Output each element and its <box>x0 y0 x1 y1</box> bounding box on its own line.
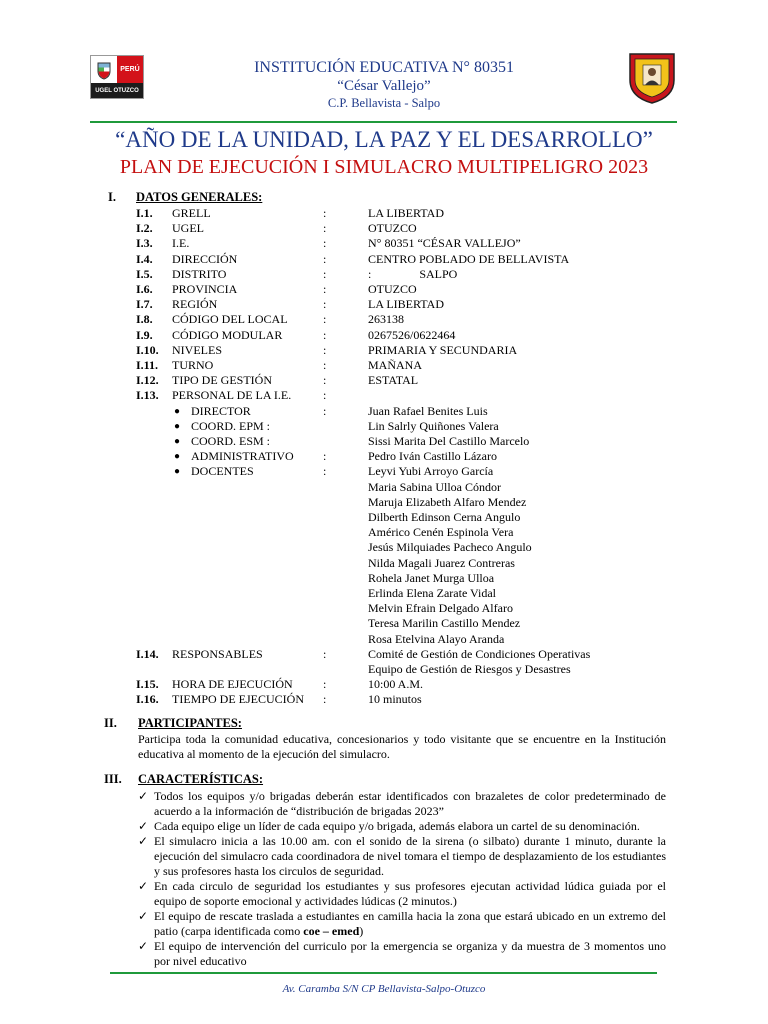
footer-address: Av. Caramba S/N CP Bellavista-Salpo-Otuzco <box>282 983 486 995</box>
data-row <box>0 358 768 373</box>
school-header <box>150 58 618 112</box>
teacher-row <box>0 616 768 631</box>
data-row <box>0 388 768 403</box>
row-label: RESPONSABLES <box>172 646 263 661</box>
row-label: I.E. <box>172 236 190 251</box>
row-value: CENTRO POBLADO DE BELLAVISTA <box>368 251 570 266</box>
data-row <box>0 343 768 358</box>
data-row <box>0 312 768 327</box>
personnel-row <box>0 449 768 464</box>
teacher-row <box>0 525 768 540</box>
row-value: LA LIBERTAD <box>368 206 444 220</box>
row-code: I.2. <box>136 221 153 236</box>
year-motto: “AÑO DE LA UNIDAD, LA PAZ Y EL DESARROLLO” <box>115 127 653 152</box>
row-label: CÓDIGO DEL LOCAL <box>172 312 288 327</box>
row-code: I.15. <box>136 677 159 692</box>
row-colon: : <box>323 677 327 692</box>
section-number: II. <box>104 716 117 730</box>
row-colon: : <box>323 449 327 464</box>
personnel-name: Juan Rafael Benites Luis <box>368 403 488 418</box>
row-colon: : <box>323 312 327 327</box>
row-label: PROVINCIA <box>172 282 238 296</box>
teacher-name: Maria Sabina Ulloa Cóndor <box>368 479 501 494</box>
data-row <box>0 236 768 251</box>
checklist-item <box>138 939 666 969</box>
participants-text: Participa toda la comunidad educativa, concesionarios y todo visitante que se encuentre en la Institución educativa al momento de la ejecución del simulacro. <box>138 732 666 761</box>
personnel-name: Pedro Iván Castillo Lázaro <box>368 449 497 464</box>
teacher-name: Teresa Marilin Castillo Mendez <box>368 616 521 631</box>
bullet-icon: ● <box>174 451 181 463</box>
personnel-role: COORD. ESM : <box>191 434 271 448</box>
personnel-row <box>0 404 768 419</box>
row-label: GRELL <box>172 206 211 220</box>
row-code: I.7. <box>136 297 153 312</box>
data-row <box>0 221 768 236</box>
row-code: I.8. <box>136 312 153 327</box>
item-text: El simulacro inicia a las 10.00 am. con el sonido de la sirena (o silbato) durante 1 minuto, durante la ejecución del simulacro cada coordinadora de nivel tomara el tiempo de desplazamiento de los estudiantes y sus profesores hasta los circulos de seguridad. <box>154 834 666 878</box>
header-divider <box>90 121 677 123</box>
row-colon: : <box>323 327 327 342</box>
item-text: El equipo de rescate traslada a estudiantes en camilla hacia la zona que estará ubicado en un extremo del patio (carpa identificada como <box>154 909 666 938</box>
row-colon: : <box>323 297 327 312</box>
section-title: CARACTERÍSTICAS: <box>138 772 264 786</box>
row-value: Comité de Gestión de Condiciones Operativas <box>368 646 591 661</box>
row-colon: : <box>323 646 327 661</box>
row-code: I.6. <box>136 282 153 296</box>
teacher-row <box>0 510 768 525</box>
data-row <box>0 677 768 692</box>
data-row <box>0 373 768 388</box>
personnel-row <box>0 464 768 479</box>
teacher-row <box>0 601 768 616</box>
row-label: CÓDIGO MODULAR <box>172 327 283 342</box>
school-patron: “César Vallejo” <box>337 78 431 94</box>
row-value: OTUZCO <box>368 282 417 296</box>
row-label: TURNO <box>172 358 214 372</box>
row-label: REGIÓN <box>172 297 218 312</box>
data-row <box>0 328 768 343</box>
row-code: I.9. <box>136 327 153 342</box>
row-code: I.16. <box>136 692 159 707</box>
teacher-name: Erlinda Elena Zarate Vidal <box>368 586 496 600</box>
teacher-name: Jesús Milquiades Pacheco Angulo <box>368 540 532 555</box>
row-colon: : <box>323 342 327 357</box>
data-row <box>0 662 768 677</box>
teacher-name: Nilda Magali Juarez Contreras <box>368 555 515 570</box>
check-icon: ✓ <box>138 789 149 803</box>
check-icon: ✓ <box>138 879 149 893</box>
row-colon: : <box>323 464 327 479</box>
row-colon: : <box>323 221 327 236</box>
row-value: PRIMARIA Y SECUNDARIA <box>368 342 518 357</box>
row-label: HORA DE EJECUCIÓN <box>172 677 293 692</box>
item-text-bold: coe <box>303 924 320 938</box>
checklist-item <box>138 789 666 819</box>
personnel-name: Lin Salrly Quiñones Valera <box>368 418 499 433</box>
row-code: I.5. <box>136 266 153 281</box>
checklist-item <box>138 909 666 939</box>
check-icon: ✓ <box>138 819 149 833</box>
row-code: I.12. <box>136 373 159 388</box>
row-colon: : <box>323 692 327 707</box>
teacher-row <box>0 586 768 601</box>
data-row <box>0 692 768 707</box>
row-code: I.4. <box>136 251 153 266</box>
teacher-name: Maruja Elizabeth Alfaro Mendez <box>368 494 527 509</box>
row-colon: : <box>323 251 327 266</box>
row-colon: : <box>323 236 327 251</box>
school-location: C.P. Bellavista - Salpo <box>327 96 441 110</box>
item-text: Todos los equipos y/o brigadas deberán estar identificados con brazaletes de color predeterminado de acuerdo a la información de “distribución de brigadas 2023” <box>154 789 666 818</box>
row-value: 10 minutos <box>368 692 422 707</box>
ugel-logo <box>90 55 144 99</box>
personnel-row <box>0 419 768 434</box>
row-value: 10:00 A.M. <box>368 677 424 692</box>
data-row <box>0 647 768 662</box>
row-value: : SALPO <box>368 266 458 281</box>
row-code: I.11. <box>136 358 159 372</box>
personnel-row <box>0 434 768 449</box>
footer-divider <box>110 972 657 974</box>
item-text: ) <box>359 924 364 938</box>
row-label: NIVELES <box>172 342 222 357</box>
bullet-icon: ● <box>174 420 181 432</box>
row-value: 0267526/0622464 <box>368 327 456 342</box>
teacher-name: Dilberth Edinson Cerna Angulo <box>368 510 521 524</box>
teacher-name: Rosa Etelvina Alayo Aranda <box>368 631 505 646</box>
row-value: OTUZCO <box>368 221 417 236</box>
row-colon: : <box>323 388 327 403</box>
teacher-row <box>0 495 768 510</box>
row-label: DISTRITO <box>172 266 227 281</box>
teacher-row <box>0 540 768 555</box>
teacher-row <box>0 556 768 571</box>
bullet-icon: ● <box>174 405 181 417</box>
section-number: III. <box>104 772 122 786</box>
peru-label: PERÚ <box>117 56 143 83</box>
row-code: I.14. <box>136 646 159 661</box>
row-code: I.10. <box>136 342 159 357</box>
check-icon: ✓ <box>138 909 149 923</box>
row-value: ESTATAL <box>368 373 419 388</box>
item-text: En cada circulo de seguridad los estudiantes y sus profesores ejecutan actividad lúdica guiada por el equipo de soporte emocional y actividades lúdicas (2 minutos.) <box>154 879 666 908</box>
row-value: MAÑANA <box>368 358 422 372</box>
row-colon: : <box>323 373 327 388</box>
school-crest-logo <box>627 52 677 104</box>
teacher-name: Melvin Efrain Delgado Alfaro <box>368 601 513 616</box>
personnel-role: COORD. EPM : <box>191 418 271 433</box>
section-title: DATOS GENERALES: <box>136 190 263 204</box>
row-colon: : <box>323 266 327 281</box>
data-row <box>0 267 768 282</box>
personnel-role: ADMINISTRATIVO <box>191 449 294 464</box>
section-number: I. <box>108 190 116 204</box>
ugel-label: UGEL OTUZCO <box>91 83 143 98</box>
item-text: – <box>319 924 332 938</box>
row-value: Equipo de Gestión de Riesgos y Desastres <box>368 662 571 676</box>
teacher-name: Rohela Janet Murga Ulloa <box>368 570 495 585</box>
row-value: 263138 <box>368 312 404 327</box>
row-colon: : <box>323 282 327 296</box>
personnel-name: Sissi Marita Del Castillo Marcelo <box>368 434 530 448</box>
item-text: El equipo de intervención del curriculo por la emergencia se organiza y da muestra de 3 momentos uno por nivel educativo <box>154 939 666 968</box>
teacher-row <box>0 480 768 495</box>
row-label: DIRECCIÓN <box>172 251 238 266</box>
row-code: I.1. <box>136 206 153 220</box>
bullet-icon: ● <box>174 436 181 447</box>
row-colon: : <box>323 403 327 418</box>
data-row <box>0 297 768 312</box>
row-code: I.13. <box>136 388 159 403</box>
personnel-name: Leyvi Yubi Arroyo García <box>368 464 494 479</box>
teacher-name: Américo Cenén Espinola Vera <box>368 525 514 540</box>
plan-title: PLAN DE EJECUCIÓN I SIMULACRO MULTIPELIGRO 2023 <box>119 156 649 178</box>
checklist-item <box>138 834 666 879</box>
item-text-bold: emed <box>331 924 360 938</box>
check-icon: ✓ <box>138 939 149 953</box>
personnel-role: DIRECTOR <box>191 403 251 418</box>
bullet-icon: ● <box>174 466 181 478</box>
item-text: Cada equipo elige un líder de cada equipo y/o brigada, además elabora un cartel de su denominación. <box>154 819 640 833</box>
row-label: TIEMPO DE EJECUCIÓN <box>172 692 304 707</box>
section-title: PARTICIPANTES: <box>138 716 242 730</box>
personnel-role: DOCENTES <box>191 464 254 479</box>
teacher-row <box>0 632 768 647</box>
row-value: LA LIBERTAD <box>368 297 444 312</box>
data-row <box>0 282 768 297</box>
row-code: I.3. <box>136 236 153 251</box>
data-row <box>0 252 768 267</box>
row-colon: : <box>323 358 327 372</box>
checklist-item <box>138 879 666 909</box>
row-label: TIPO DE GESTIÓN <box>172 373 272 388</box>
teacher-row <box>0 571 768 586</box>
peru-shield-icon <box>91 56 117 83</box>
row-label: UGEL <box>172 221 204 236</box>
data-row <box>0 206 768 221</box>
row-colon: : <box>323 206 327 220</box>
row-label: PERSONAL DE LA I.E. <box>172 388 292 403</box>
row-value: N° 80351 “CÉSAR VALLEJO” <box>368 236 521 251</box>
checklist-item <box>138 819 666 834</box>
school-name: INSTITUCIÓN EDUCATIVA N° 80351 <box>254 59 514 76</box>
check-icon: ✓ <box>138 834 149 848</box>
